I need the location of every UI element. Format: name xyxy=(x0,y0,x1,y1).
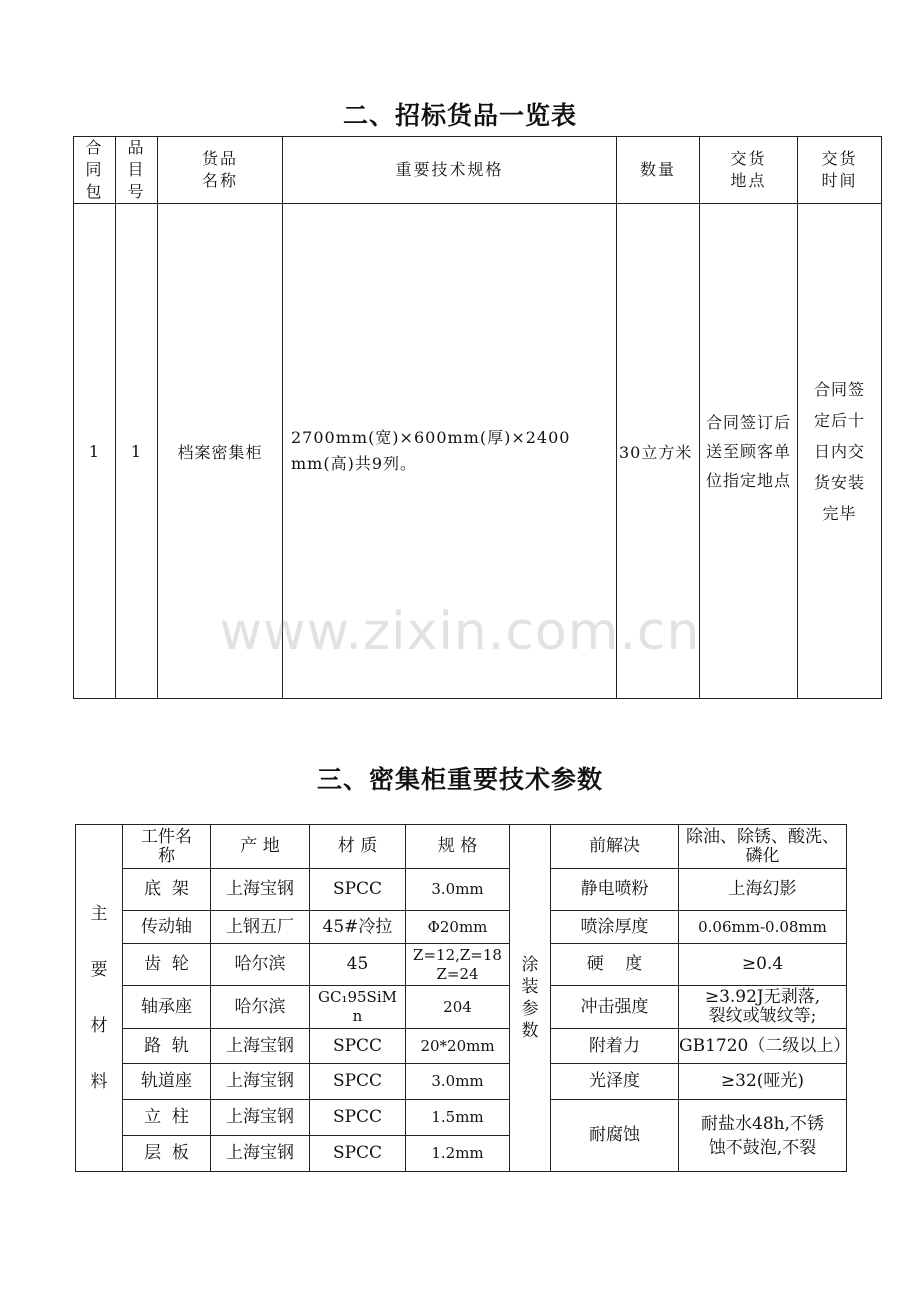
cell-goods-name: 档案密集柜 xyxy=(158,204,283,699)
header-contract-pkg: 合 同 包 xyxy=(74,137,116,204)
coating-value: 0.06mm-0.08mm xyxy=(679,911,847,944)
coating-value: ≥3.92J无剥落, 裂纹或皱纹等; xyxy=(679,986,847,1029)
material-part: 立 柱 xyxy=(123,1100,211,1136)
cell-delivery-place: 合同签订后送至顾客单位指定地点 xyxy=(700,204,798,699)
coating-param: 附着力 xyxy=(551,1029,679,1064)
header-origin: 产 地 xyxy=(211,825,310,869)
coating-group-label: 涂 装 参 数 xyxy=(510,825,551,1172)
material-origin: 上海宝钢 xyxy=(211,1064,310,1100)
cell-quantity: 30立方米 xyxy=(617,204,700,699)
material-material: SPCC xyxy=(310,1064,406,1100)
coating-value: ≥32(哑光) xyxy=(679,1064,847,1100)
material-part: 轨道座 xyxy=(123,1064,211,1100)
material-material: SPCC xyxy=(310,869,406,911)
coating-value: GB1720（二级以上） xyxy=(679,1029,847,1064)
table-row xyxy=(76,1064,847,1100)
header-quantity: 数量 xyxy=(617,137,700,204)
table-row xyxy=(76,1029,847,1064)
material-part: 路 轨 xyxy=(123,1029,211,1064)
material-spec: Z=12,Z=18 Z=24 xyxy=(406,944,510,986)
material-origin: 上海宝钢 xyxy=(211,869,310,911)
material-origin: 哈尔滨 xyxy=(211,986,310,1029)
material-origin: 上海宝钢 xyxy=(211,1029,310,1064)
material-spec: 3.0mm xyxy=(406,1064,510,1100)
section2-title: 二、招标货品一览表 xyxy=(342,101,577,130)
cell-item-no: 1 xyxy=(116,204,158,699)
material-origin: 上海宝钢 xyxy=(211,1100,310,1136)
table-row xyxy=(76,1100,847,1136)
header-material: 材 质 xyxy=(310,825,406,869)
watermark-text: www.zixin.com.cn xyxy=(219,602,701,662)
material-spec: 1.5mm xyxy=(406,1100,510,1136)
material-spec: 20*20mm xyxy=(406,1029,510,1064)
material-part: 底 架 xyxy=(123,869,211,911)
coating-param: 冲击强度 xyxy=(551,986,679,1029)
material-origin: 上钢五厂 xyxy=(211,911,310,944)
coating-param: 前解决 xyxy=(551,825,679,869)
table-header-row xyxy=(74,137,882,204)
coating-value: 上海幻影 xyxy=(679,869,847,911)
header-spec: 重要技术规格 xyxy=(283,137,617,204)
header-delivery-time: 交货 时间 xyxy=(798,137,882,204)
header-goods-name: 货品 名称 xyxy=(158,137,283,204)
tech-params-table xyxy=(75,824,851,1172)
cell-delivery-time: 合同签定后十日内交货安装完毕 xyxy=(798,204,882,699)
coating-param: 耐腐蚀 xyxy=(551,1100,679,1172)
cell-spec: 2700mm(宽)×600mm(厚)×2400 mm(高)共9列。 xyxy=(283,204,617,699)
material-spec: 3.0mm xyxy=(406,869,510,911)
table-row xyxy=(76,825,847,869)
header-delivery-place: 交货 地点 xyxy=(700,137,798,204)
coating-value: 除油、除锈、酸洗、 磷化 xyxy=(679,825,847,869)
table-row xyxy=(76,986,847,1029)
coating-param: 喷涂厚度 xyxy=(551,911,679,944)
section3-title: 三、密集柜重要技术参数 xyxy=(316,765,603,794)
material-spec: 1.2mm xyxy=(406,1136,510,1172)
table-row xyxy=(76,911,847,944)
material-origin: 上海宝钢 xyxy=(211,1136,310,1172)
material-material: 45 xyxy=(310,944,406,986)
material-material: SPCC xyxy=(310,1136,406,1172)
material-part: 齿 轮 xyxy=(123,944,211,986)
coating-value: 耐盐水48h,不锈 蚀不鼓泡,不裂 xyxy=(679,1100,847,1172)
material-spec: 204 xyxy=(406,986,510,1029)
material-part: 轴承座 xyxy=(123,986,211,1029)
coating-param: 静电喷粉 xyxy=(551,869,679,911)
header-part-name: 工件名 称 xyxy=(123,825,211,869)
coating-value: ≥0.4 xyxy=(679,944,847,986)
material-material: SPCC xyxy=(310,1100,406,1136)
header-spec: 规 格 xyxy=(406,825,510,869)
table-row xyxy=(76,869,847,911)
coating-param: 硬 度 xyxy=(551,944,679,986)
table-row xyxy=(76,944,847,986)
material-material: GC₁95SiM n xyxy=(310,986,406,1029)
material-material: 45#冷拉 xyxy=(310,911,406,944)
material-spec: Φ20mm xyxy=(406,911,510,944)
coating-param: 光泽度 xyxy=(551,1064,679,1100)
cell-contract-pkg: 1 xyxy=(74,204,116,699)
material-origin: 哈尔滨 xyxy=(211,944,310,986)
material-material: SPCC xyxy=(310,1029,406,1064)
material-part: 层 板 xyxy=(123,1136,211,1172)
materials-group-label: 主 要 材 料 xyxy=(76,825,123,1172)
material-part: 传动轴 xyxy=(123,911,211,944)
header-item-no: 品 目 号 xyxy=(116,137,158,204)
